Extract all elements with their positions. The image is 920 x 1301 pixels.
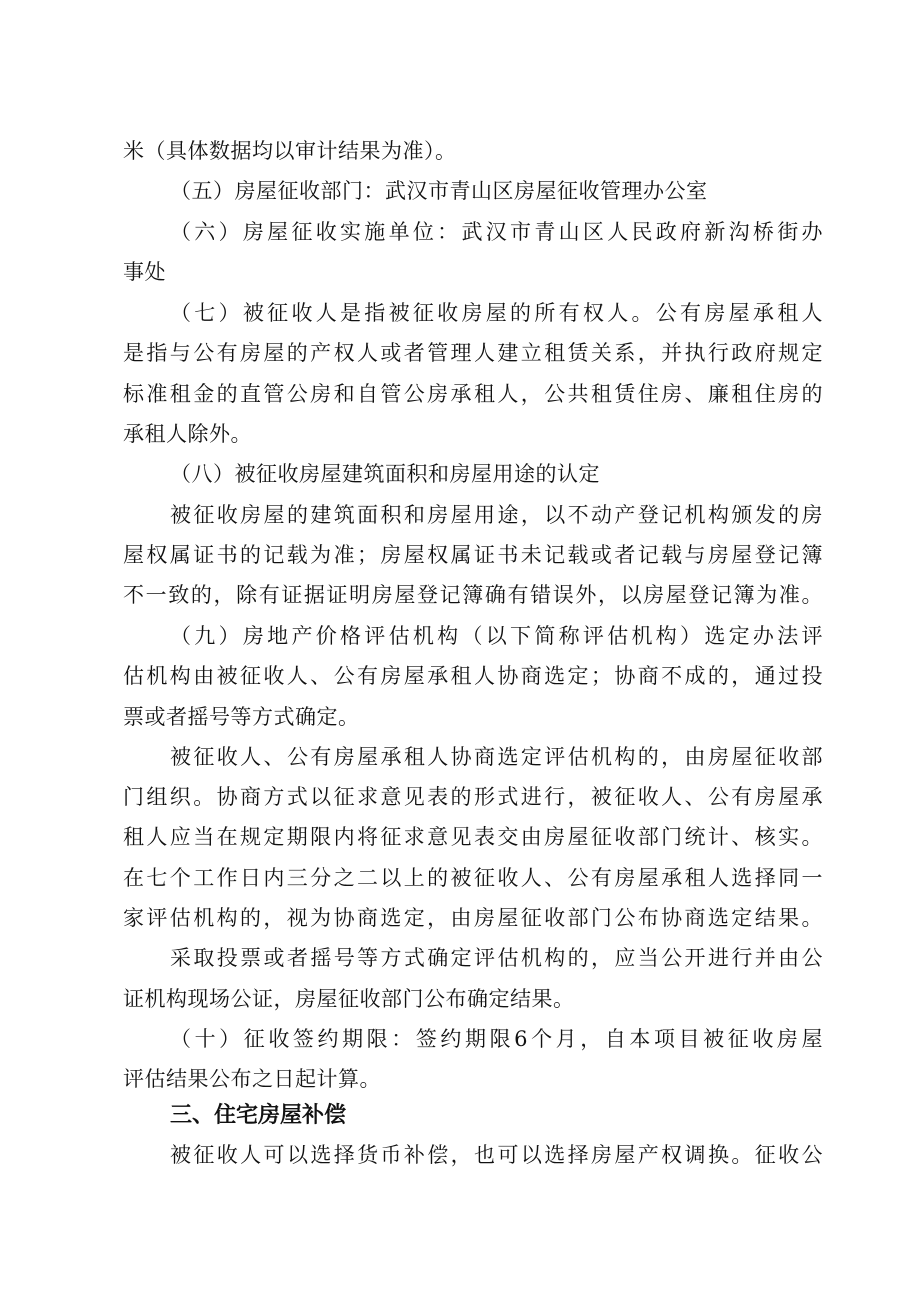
text-line: （九）房地产价格评估机构（以下简称评估机构）选定办法评 <box>170 624 823 648</box>
text-line: （七）被征收人是指被征收房屋的所有权人。公有房屋承租人 <box>170 301 823 325</box>
text-line: 门组织。协商方式以征求意见表的形式进行，被征收人、公有房屋承 <box>123 785 823 809</box>
text-line: 被征收人、公有房屋承租人协商选定评估机构的，由房屋征收部 <box>170 745 823 769</box>
text-line: 承租人除外。 <box>123 422 252 446</box>
text-line: 在七个工作日内三分之二以上的被征收人、公有房屋承租人选择同一 <box>123 866 823 890</box>
text-line: 家评估机构的，视为协商选定，由房屋征收部门公布协商选定结果。 <box>123 906 823 930</box>
text-line: 标准租金的直管公房和自管公房承租人，公共租赁住房、廉租住房的 <box>123 382 823 406</box>
text-line: 不一致的，除有证据证明房屋登记簿确有错误外，以房屋登记簿为准。 <box>123 583 823 607</box>
text-line: 评估结果公布之日起计算。 <box>123 1067 381 1091</box>
text-line: 被征收房屋的建筑面积和房屋用途，以不动产登记机构颁发的房 <box>170 503 823 527</box>
text-line: （八）被征收房屋建筑面积和房屋用途的认定 <box>170 462 600 486</box>
text-line: （十）征收签约期限：签约期限6个月，自本项目被征收房屋 <box>170 1027 823 1051</box>
text-line: 采取投票或者摇号等方式确定评估机构的，应当公开进行并由公 <box>170 946 823 970</box>
text-line: 米（具体数据均以审计结果为准）。 <box>123 139 457 163</box>
text-line: 证机构现场公证，房屋征收部门公布确定结果。 <box>123 987 575 1011</box>
text-line: 租人应当在规定期限内将征求意见表交由房屋征收部门统计、核实。 <box>123 825 823 849</box>
text-line: （六）房屋征收实施单位：武汉市青山区人民政府新沟桥街办 <box>170 220 823 244</box>
text-line: 是指与公有房屋的产权人或者管理人建立租赁关系，并执行政府规定 <box>123 341 823 365</box>
section-heading: 三、住宅房屋补偿 <box>170 1103 347 1128</box>
text-line: 票或者摇号等方式确定。 <box>123 705 360 729</box>
text-line: 估机构由被征收人、公有房屋承租人协商选定；协商不成的，通过投 <box>123 664 823 688</box>
text-line: 屋权属证书的记载为准；房屋权属证书未记载或者记载与房屋登记簿 <box>123 543 823 567</box>
text-line: 事处 <box>123 260 166 284</box>
text-line: （五）房屋征收部门：武汉市青山区房屋征收管理办公室 <box>170 179 708 203</box>
text-line: 被征收人可以选择货币补偿，也可以选择房屋产权调换。征收公 <box>170 1143 823 1167</box>
